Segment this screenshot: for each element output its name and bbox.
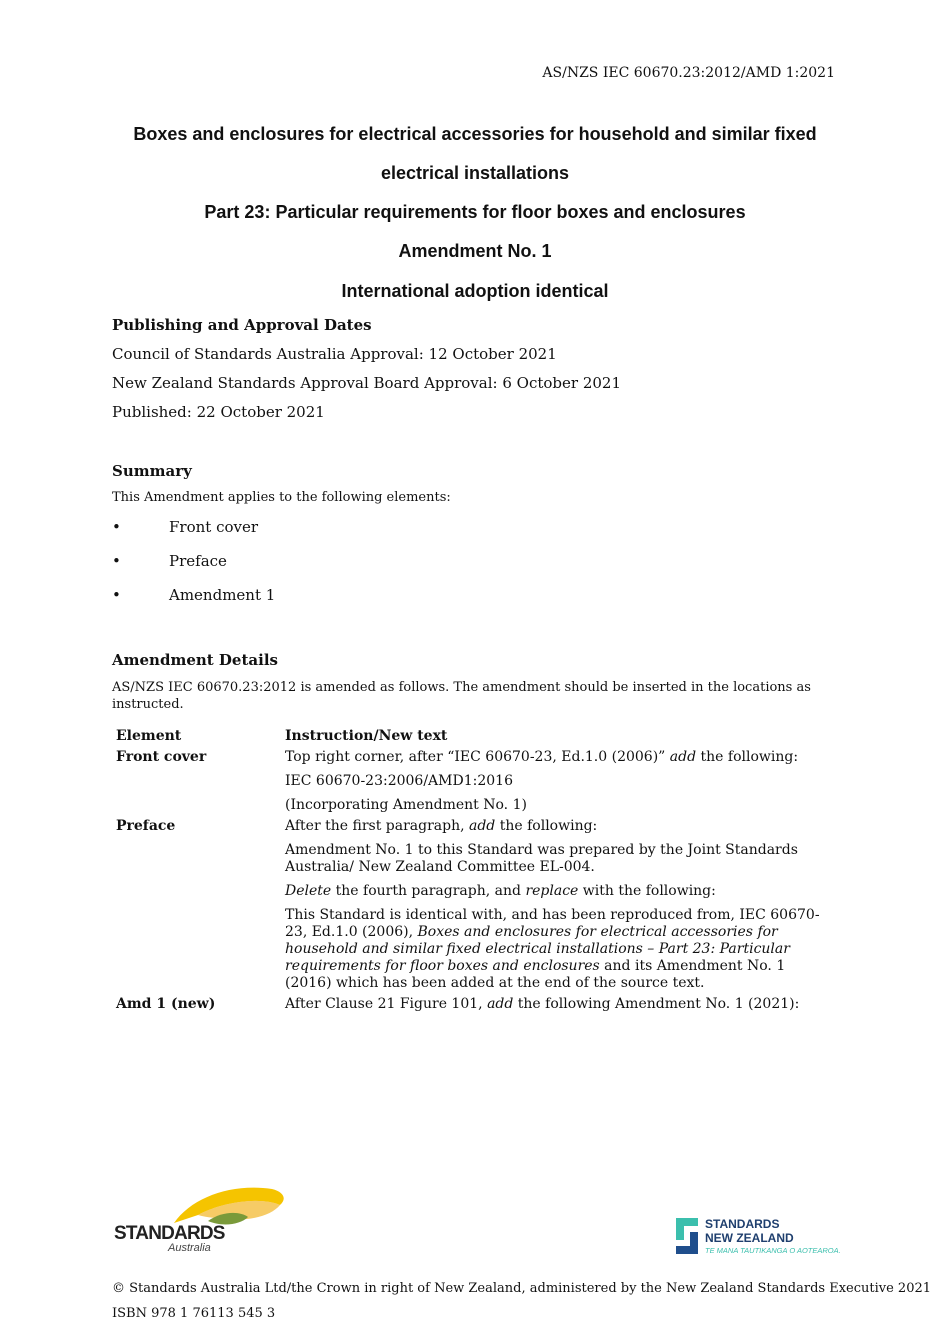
standards-new-zealand-logo [676,1213,856,1259]
row-instruction-preface [281,818,837,996]
summary-intro: This Amendment applies to the following elements: [112,490,451,505]
instruction-line: Top right corner, after “IEC 60670-23, Ed.1.0 (2006)” add the following: [285,749,799,765]
standards-australia-logo [112,1185,292,1255]
bullet: • [112,586,121,604]
title-block [0,115,950,311]
standards-australia-swoosh-icon [112,1185,292,1255]
table-header-row [112,728,837,749]
list-item-label: Preface [169,552,227,570]
row-instruction-front-cover [281,749,837,818]
council-approval: Council of Standards Australia Approval: 12 October 2021 [112,345,557,363]
summary-heading: Summary [112,462,192,480]
amendment-table [112,728,837,1020]
instruction-line: Delete the fourth paragraph, and replace with the following: [285,883,716,899]
title-line-1: Boxes and enclosures for electrical accessories for household and similar fixed [133,124,817,144]
row-element-amd1: Amd 1 (new) [116,996,216,1012]
nz-logo-text-2: NEW ZEALAND [705,1231,794,1245]
standards-new-zealand-mark-icon [676,1213,856,1259]
details-intro: AS/NZS IEC 60670.23:2012 is amended as follows. The amendment should be inserted in the locations as instructed. [112,680,811,712]
row-element-preface: Preface [116,818,176,834]
sa-logo-text-1: STANDARDS [114,1223,225,1244]
table-row [112,749,837,818]
isbn: ISBN 978 1 76113 545 3 [112,1306,276,1321]
row-instruction-amd1 [281,996,837,1020]
part-title: Part 23: Particular requirements for floor boxes and enclosures [204,202,746,222]
nz-board-approval: New Zealand Standards Approval Board Approval: 6 October 2021 [112,374,622,392]
list-item-label: Front cover [169,518,259,536]
instruction-line: Amendment No. 1 to this Standard was prepared by the Joint Standards Australia/ New Zealand Committee EL-004. [285,842,798,875]
published-date: Published: 22 October 2021 [112,403,325,421]
bullet: • [112,552,121,570]
amendment-title: Amendment No. 1 [398,241,552,261]
nz-logo-text-3: TE MANA TAUTIKANGA O AOTEAROA. [705,1246,841,1255]
column-header-instruction: Instruction/New text [285,728,448,744]
instruction-line: This Standard is identical with, and has been reproduced from, IEC 60670-23, Ed.1.0 (2006), Boxes and enclosures for electrical accessories for household and similar fixed electrical installations – Part 23: Particular requirements for floor boxes and enclosures and its Amendment No. 1 (2016) which has been added at the end of the source text. [285,907,820,991]
copyright-notice: © Standards Australia Ltd/the Crown in right of New Zealand, administered by the New Zealand Standards Executive 2021 [112,1281,932,1296]
instruction-line: IEC 60670-23:2006/AMD1:2016 [285,773,513,789]
row-element-front-cover: Front cover [116,749,207,765]
sa-logo-text-2: Australia [168,1242,211,1254]
column-header-element: Element [116,728,182,744]
instruction-line: After the first paragraph, add the following: [285,818,598,834]
publishing-heading: Publishing and Approval Dates [112,316,372,334]
table-row [112,818,837,996]
table-row [112,996,837,1020]
title-line-2: electrical installations [380,163,570,183]
list-item-label: Amendment 1 [169,586,276,604]
bullet: • [112,518,121,536]
instruction-line: (Incorporating Amendment No. 1) [285,797,527,813]
instruction-line: After Clause 21 Figure 101, add the following Amendment No. 1 (2021): [285,996,800,1012]
document-reference: AS/NZS IEC 60670.23:2012/AMD 1:2021 [542,65,835,81]
details-heading: Amendment Details [112,651,278,669]
nz-logo-text-1: STANDARDS [705,1217,780,1231]
adoption-title: International adoption identical [341,281,609,301]
